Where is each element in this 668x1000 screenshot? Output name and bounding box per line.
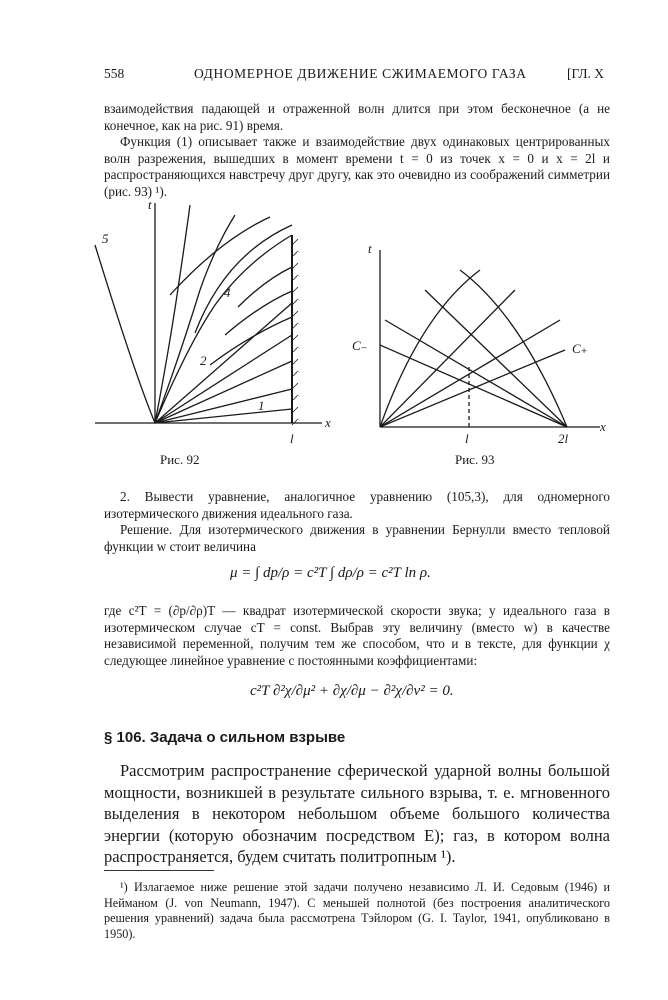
fig93-c-minus-label: C₋ xyxy=(352,338,368,353)
section-title: § 106. Задача о сильном взрыве xyxy=(104,729,346,746)
fig92-region-4: 4 xyxy=(224,285,231,300)
fig92-refl-a xyxy=(210,317,292,365)
fig92-refl-d xyxy=(195,225,292,333)
fig92-region-2: 2 xyxy=(200,353,207,368)
formula-linear-equation: c²T ∂²χ/∂μ² + ∂χ/∂μ − ∂²χ/∂v² = 0. xyxy=(250,683,454,699)
paragraph-2: Функция (1) описывает также и взаимодействие двух одинаковых центрированных волн разрежения, вышедших в момент времени t = 0 из точек x = 0 и x = 2l и распространяющихся навстречу друг другу, как это очевидно из соображений симметрии (рис. 93) ¹). xyxy=(104,134,610,199)
solution-intro: Решение. Для изотермического движения в уравнении Бернулли вместо тепловой функции w стоит величина xyxy=(104,522,610,554)
fig92-refl-b xyxy=(225,291,292,335)
fig92-t-label: t xyxy=(148,197,152,212)
paragraph-1: взаимодействия падающей и отраженной волн длится при этом бесконечное (а не конечное, как на рис. 91) время. xyxy=(104,101,610,133)
section-paragraph: Рассмотрим распространение сферической ударной волны большой мощности, возникшей в результате сильного взрыва, т. е. мгновенного выделения в некотором небольшом объеме большого количества энергии (которую обозначим посредством E); газ, в котором волна распространяется, будем считать политропным ¹). xyxy=(104,761,610,866)
fig92-region-5: 5 xyxy=(102,231,109,246)
figures-92-93 xyxy=(60,195,620,480)
fig92-char-2 xyxy=(155,389,292,423)
problem-2: 2. Вывести уравнение, аналогичное уравнению (105,3), для одномерного изотермического движения идеального газа. xyxy=(104,489,610,521)
fig92-caption: Рис. 92 xyxy=(160,452,200,467)
fig92-char-3 xyxy=(155,361,292,423)
fig92-left-char xyxy=(95,245,155,423)
fig93-x-label: x xyxy=(600,419,606,434)
fig93-l-label: l xyxy=(465,431,469,446)
fig92-x-label: x xyxy=(325,415,331,430)
footnote-rule xyxy=(104,870,214,871)
footnote: ¹) Излагаемое ниже решение этой задачи получено независимо Л. И. Седовым (1946) и Нейманом (J. von Neumann, 1947). С меньшей полнотой (без построения аналитического решения уравнений) задача была рассмотрена Тэйлором (G. I. Taylor, 1941, опубликовано в 1950). xyxy=(104,880,610,941)
fig93-caption: Рис. 93 xyxy=(455,452,495,467)
paragraph-5: где c²T = (∂p/∂ρ)T — квадрат изотермической скорости звука; у идеального газа в изотермическом случае cT = const. Выбрав эту величину (вместо w) в качестве независимой переменной, получим тем же способом, что и в тексте, для функции χ следующее линейное уравнение с постоянными коэффициентами: xyxy=(104,603,610,668)
fig92-reflected-1 xyxy=(155,235,292,423)
chapter-label: [ГЛ. X xyxy=(567,66,604,81)
fig93-char-d xyxy=(380,270,480,427)
fig93-c-plus-label: C₊ xyxy=(572,341,588,356)
fig93-2l-label: 2l xyxy=(558,431,569,446)
running-title: ОДНОМЕРНОЕ ДВИЖЕНИЕ СЖИМАЕМОГО ГАЗА xyxy=(194,66,527,81)
formula-mu: μ = ∫ dp/ρ = c²T ∫ dρ/ρ = c²T ln ρ. xyxy=(230,565,431,581)
fig92-refl-c xyxy=(238,267,292,307)
fig93-t-label: t xyxy=(368,241,372,256)
fig92-refl-e xyxy=(170,217,270,295)
page-header xyxy=(104,66,604,86)
fig93-char-f xyxy=(385,320,567,427)
fig92-l-label: l xyxy=(290,431,294,446)
fig92-reflected-3 xyxy=(155,205,190,423)
fig92-char-4 xyxy=(155,335,292,423)
page-number: 558 xyxy=(104,66,125,81)
fig92-char-5 xyxy=(155,303,292,423)
figure-graphics xyxy=(60,195,620,480)
fig92-char-1 xyxy=(155,409,292,423)
fig92-region-1: 1 xyxy=(258,398,265,413)
